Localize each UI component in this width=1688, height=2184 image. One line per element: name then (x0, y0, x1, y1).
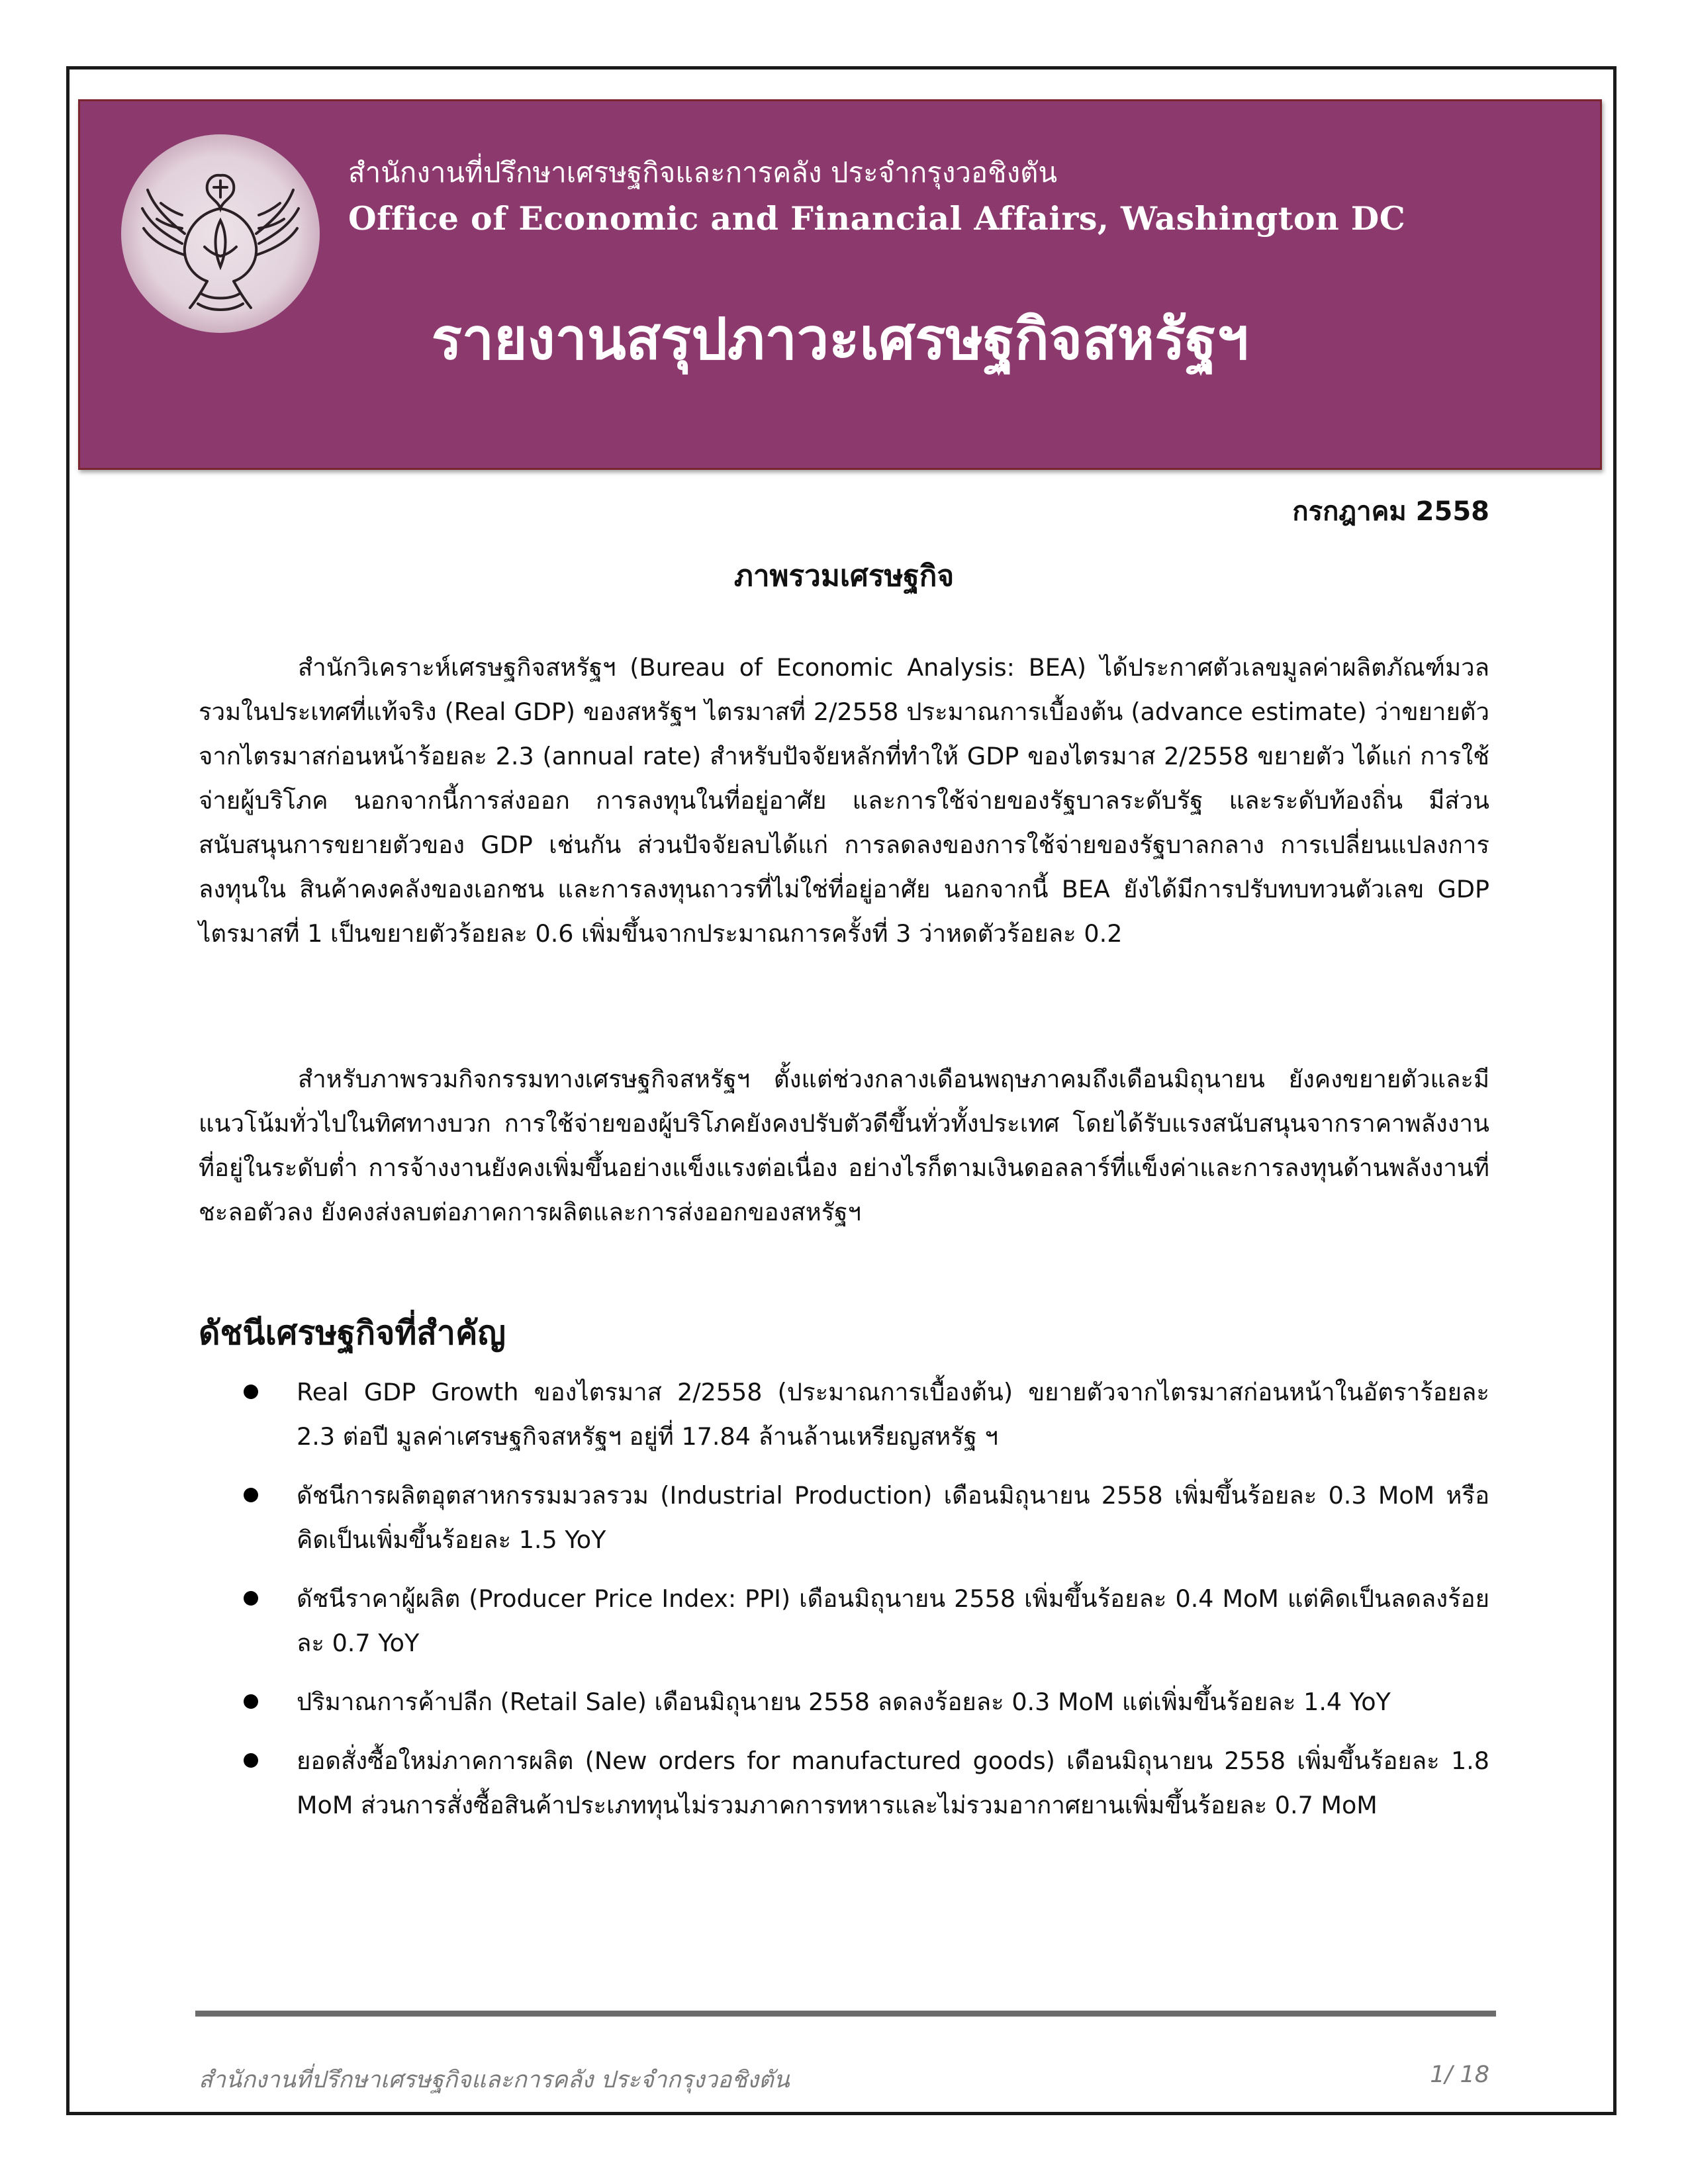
list-item (238, 1370, 1489, 1459)
footer-divider (195, 2011, 1496, 2017)
indicators-heading: ดัชนีเศรษฐกิจที่สำคัญ (199, 1314, 506, 1352)
indicator-text: ปริมาณการค้าปลีก (Retail Sale) เดือนมิถุนายน 2558 ลดลงร้อยละ 0.3 MoM แต่เพิ่มขึ้นร้อยละ 1.4 YoY (297, 1688, 1391, 1716)
indicators-list (238, 1370, 1489, 1842)
office-name-thai: สำนักงานที่ปรึกษาเศรษฐกิจและการคลัง ประจำกรุงวอชิงตัน (348, 156, 1058, 189)
section-title: ภาพรวมเศรษฐกิจ (733, 559, 955, 593)
bullet-icon (244, 1591, 258, 1606)
paragraph-gdp-overview: สำนักวิเคราะห์เศรษฐกิจสหรัฐฯ (Bureau of Economic Analysis: BEA) ได้ประกาศตัวเลขมูลค่าผลิตภัณฑ์มวลรวมในประเทศที่แท้จริง (Real GDP) ของสหรัฐฯ ไตรมาสที่ 2/2558 ประมาณการเบื้องต้น (advance estimate) ว่าขยายตัวจากไตรมาสก่อนหน้าร้อยละ 2.3 (annual rate) สำหรับปัจจัยหลักที่ทำให้ GDP ของไตรมาส 2/2558 ขยายตัว ได้แก่ การใช้จ่ายผู้บริโภค นอกจากนี้การส่งออก การลงทุนในที่อยู่อาศัย และการใช้จ่ายของรัฐบาลระดับรัฐ และระดับท้องถิ่น มีส่วนสนับสนุนการขยายตัวของ GDP เช่นกัน ส่วนปัจจัยลบได้แก่ การลดลงของการใช้จ่ายของรัฐบาลกลาง การเปลี่ยนแปลงการลงทุนใน สินค้าคงคลังของเอกชน และการลงทุนถาวรที่ไม่ใช่ที่อยู่อาศัย นอกจากนี้ BEA ยังได้มีการปรับทบทวนตัวเลข GDP ไตรมาสที่ 1 เป็นขยายตัวร้อยละ 0.6 เพิ่มขึ้นจากประมาณการครั้งที่ 3 ว่าหดตัวร้อยละ 0.2 (199, 653, 1489, 948)
indicator-text: Real GDP Growth ของไตรมาส 2/2558 (ประมาณการเบื้องต้น) ขยายตัวจากไตรมาสก่อนหน้าในอัตราร้อยละ 2.3 ต่อปี มูลค่าเศรษฐกิจสหรัฐฯ อยู่ที่ 17.84 ล้านล้านเหรียญสหรัฐ ฯ (297, 1378, 1489, 1451)
page-number: 1/ 18 (1430, 2062, 1489, 2088)
list-item (238, 1680, 1489, 1724)
indicator-text: ยอดสั่งซื้อใหม่ภาคการผลิต (New orders for manufactured goods) เดือนมิถุนายน 2558 เพิ่มขึ้นร้อยละ 1.8 MoM ส่วนการสั่งซื้อสินค้าประเภททุนไม่รวมภาคการทหารและไม่รวมอากาศยานเพิ่มขึ้นร้อยละ 0.7 MoM (297, 1747, 1489, 1819)
list-item (238, 1576, 1489, 1665)
header-banner (78, 99, 1602, 470)
bullet-icon (244, 1753, 258, 1768)
report-title: รายงานสรุปภาวะเศรษฐกิจสหรัฐฯ (431, 306, 1249, 373)
bullet-icon (244, 1488, 258, 1502)
list-item (238, 1739, 1489, 1827)
report-date: กรกฎาคม 2558 (1292, 496, 1489, 527)
list-item (238, 1473, 1489, 1562)
footer-office: สำนักงานที่ปรึกษาเศรษฐกิจและการคลัง ประจำกรุงวอชิงตัน (199, 2067, 790, 2093)
indicator-text: ดัชนีการผลิตอุตสาหกรรมมวลรวม (Industrial Production) เดือนมิถุนายน 2558 เพิ่มขึ้นร้อยละ 0.3 MoM หรือคิดเป็นเพิ่มขึ้นร้อยละ 1.5 YoY (297, 1481, 1489, 1554)
bullet-icon (244, 1694, 258, 1709)
bullet-icon (244, 1385, 258, 1399)
paragraph-economic-activity: สำหรับภาพรวมกิจกรรมทางเศรษฐกิจสหรัฐฯ ตั้งแต่ช่วงกลางเดือนพฤษภาคมถึงเดือนมิถุนายน ยังคงขยายตัวและมีแนวโน้มทั่วไปในทิศทางบวก การใช้จ่ายของผู้บริโภคยังคงปรับตัวดีขึ้นทั่วทั้งประเทศ โดยได้รับแรงสนับสนุนจากราคาพลังงานที่อยู่ในระดับต่ำ การจ้างงานยังคงเพิ่มขึ้นอย่างแข็งแรงต่อเนื่อง อย่างไรก็ตามเงินดอลลาร์ที่แข็งค่าและการลงทุนด้านพลังงานที่ชะลอตัวลง ยังคงส่งลบต่อภาคการผลิตและการส่งออกของสหรัฐฯ (199, 1065, 1489, 1226)
office-name-english: Office of Economic and Financial Affairs, Washington DC (348, 199, 1406, 238)
indicator-text: ดัชนีราคาผู้ผลิต (Producer Price Index: PPI) เดือนมิถุนายน 2558 เพิ่มขึ้นร้อยละ 0.4 MoM แต่คิดเป็นลดลงร้อยละ 0.7 YoY (297, 1584, 1489, 1657)
